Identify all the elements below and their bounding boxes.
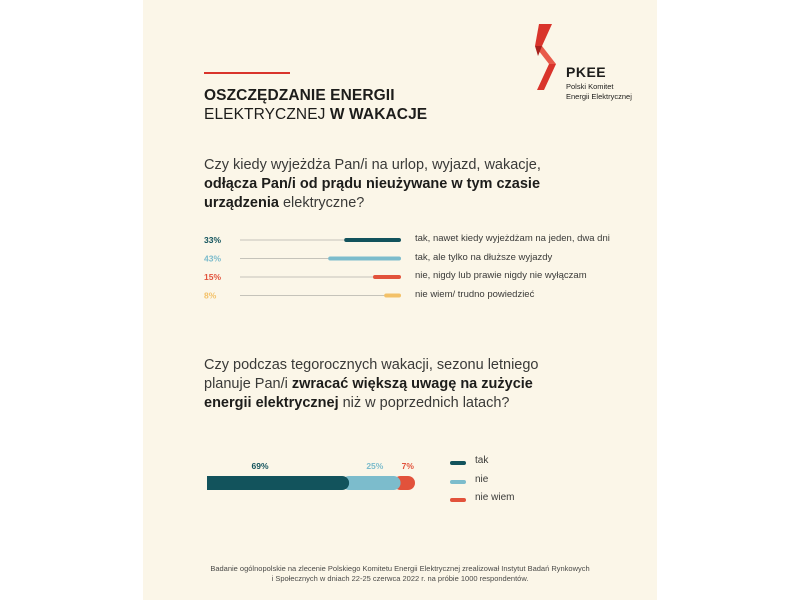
question-2 bbox=[204, 356, 564, 413]
question-1-part1: Czy kiedy wyjeżdża Pan/i na urlop, wyjazd, wakacje, bbox=[204, 157, 541, 173]
logo-sub-line1: Polski Komitet bbox=[566, 82, 614, 91]
legend-swatch bbox=[450, 461, 466, 465]
stacked-bar-start bbox=[207, 476, 217, 490]
legend-label: tak bbox=[475, 455, 489, 466]
page-title bbox=[204, 86, 464, 124]
segment-value-label: 7% bbox=[401, 461, 414, 471]
question-2-part1: Czy podczas tegorocznych wakacji, sezonu letniego planuje Pan/i bbox=[204, 357, 539, 392]
lollipop-chart bbox=[200, 228, 405, 308]
legend-label: nie wiem bbox=[475, 492, 515, 503]
question-2-bold: zwracać większą uwagę na zużycie energii elektrycznej bbox=[204, 376, 533, 411]
segment-value-label: 69% bbox=[251, 461, 269, 471]
logo-subtitle bbox=[566, 82, 656, 101]
footnote-line2: i Społecznych w dniach 22-25 czerwca 2022 r. na próbie 1000 respondentów. bbox=[271, 574, 529, 583]
logo-sub-line2: Energii Elektrycznej bbox=[566, 91, 632, 101]
accent-line bbox=[204, 72, 290, 74]
stacked-bar-segment bbox=[207, 476, 349, 490]
legend-swatch bbox=[450, 498, 466, 502]
title-line1: OSZCZĘDZANIE ENERGII bbox=[204, 87, 395, 104]
bar-value-label: 43% bbox=[204, 253, 222, 264]
logo-name: PKEE bbox=[566, 64, 607, 80]
bar-value-label: 33% bbox=[204, 235, 222, 245]
bar-category-label: tak, ale tylko na dłuższe wyjazdy bbox=[415, 251, 553, 263]
title-line2-bold: W WAKACJE bbox=[329, 106, 428, 123]
bar-category-label: tak, nawet kiedy wyjeżdżam na jeden, dwa dni bbox=[415, 233, 610, 244]
bar-category-label: nie wiem/ trudno powiedzieć bbox=[415, 288, 535, 300]
pkee-logo-icon bbox=[532, 24, 558, 90]
footnote bbox=[200, 564, 600, 584]
question-1 bbox=[204, 156, 564, 213]
bar-value-label: 15% bbox=[204, 272, 222, 282]
segment-value-label: 25% bbox=[366, 461, 384, 471]
bar-value-label: 8% bbox=[204, 290, 217, 301]
footnote-line1: Badanie ogólnopolskie na zlecenie Polskiego Komitetu Energii Elektrycznej zrealizował Instytut Badań Rynkowych bbox=[210, 564, 590, 573]
bar-category-label: nie, nigdy lub prawie nigdy nie wyłączam bbox=[415, 270, 587, 281]
question-1-bold: odłącza Pan/i od prądu nieużywane w tym czasie urządzenia bbox=[204, 176, 541, 211]
stacked-bar-chart bbox=[205, 456, 420, 496]
legend-label: nie bbox=[475, 473, 489, 485]
question-1-part3: elektryczne? bbox=[278, 195, 365, 211]
question-2-part3: niż w poprzednich latach? bbox=[338, 395, 510, 411]
stacked-bar-segment bbox=[342, 476, 400, 490]
legend-swatch bbox=[450, 480, 466, 484]
title-line2-regular: ELEKTRYCZNEJ bbox=[204, 106, 330, 123]
